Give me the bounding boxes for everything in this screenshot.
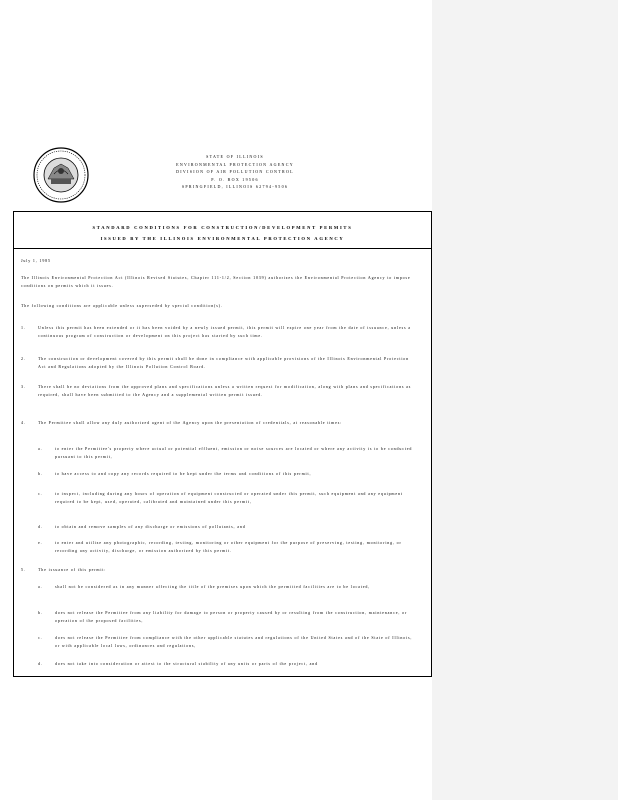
item-number: 3. [21,384,26,389]
sub-item-letter: c. [38,491,43,496]
sub-item-text: to obtain and remove samples of any discharge or emissions of pollutants, and [55,524,246,529]
item-text: Unless this permit has been extended or it has been voided by a newly issued permit, this permit will expire one year from the date of issuance, unless a continuous program of construction or development on this project has started by such time. [38,325,411,338]
header-line: SPRINGFIELD, ILLINOIS 62794-9506 [181,184,289,190]
sub-item-letter: d. [38,524,43,529]
header-line: DIVISION OF AIR POLLUTION CONTROL [176,169,294,175]
sub-item-text: to enter and utilize any photographic, recording, testing, monitoring or other equipment for the purpose of preserving, testing, monitoring, or recording any activity, discharge, or emission authorized by this permit. [55,540,402,553]
sub-item-text: does not release the Permittee from any liability for damage to person or property caused by or resulting from the construction, maintenance, or operation of the proposed facilities, [55,610,408,623]
sub-item-letter: b. [38,610,43,615]
item-text: The issuance of this permit: [38,567,107,572]
sub-item-letter: e. [38,540,43,545]
sub-item-text: does not release the Permittee from compliance with the other applicable statutes and regulations of the United States and of the State of Illinois, or with applicable local laws, ordinances and regulations, [55,635,413,648]
title-divider [14,248,431,249]
header-line: ENVIRONMENTAL PROTECTION AGENCY [176,161,294,167]
intro-paragraph: The Illinois Environmental Protection Act (Illinois Revised Statutes, Chapter 111-1/2, Section 1039) authorizes the Environmental Protection Agency to impose conditions on permits which it issues. [21,275,411,288]
item-text: The Permittee shall allow any duly authorized agent of the Agency upon the presentation of credentials, at reasonable times: [38,420,343,425]
item-text: The construction or development covered by this permit shall be done in compliance with applicable provisions of the Illinois Environmental Protection Act and Regulations adopted by the Illinois Pollution Control Board. [38,356,409,369]
document-title [14,222,431,244]
header-line: P. O. BOX 19506 [211,176,259,182]
illinois-seal-icon [32,146,90,204]
sub-item-text: to inspect, including during any hours of operation of equipment constructed or operated under this permit, such equipment and any equipment required to be kept, used, operated, calibrated and maintained under this permit, [55,491,403,504]
intro-paragraph-2: The following conditions are applicable unless superseded by special condition(s). [21,303,223,308]
sub-item-text: to have access to and copy any records required to be kept under the terms and conditions of this permit, [55,471,312,476]
sub-item-letter: c. [38,635,43,640]
conditions-box [13,211,432,677]
title-line-2: ISSUED BY THE ILLINOIS ENVIRONMENTAL PROTECTION AGENCY [100,236,345,241]
title-line-1: STANDARD CONDITIONS FOR CONSTRUCTION/DEVELOPMENT PERMITS [92,225,353,230]
item-number: 1. [21,325,26,330]
document-date: July 1, 1985 [21,258,51,263]
item-number: 2. [21,356,26,361]
item-number: 5. [21,567,26,572]
comment-sidebar [432,0,618,800]
item-text: There shall be no deviations from the approved plans and specifications unless a written request for modification, along with plans and specifications as required, shall have been submitted to the Agency and a supplemental written permit issued. [38,384,412,397]
sub-item-text: does not take into consideration or attest to the structural stability of any units or parts of the project, and [55,661,318,666]
agency-header [155,153,315,191]
header-line: STATE OF ILLINOIS [206,154,264,159]
sub-item-letter: a. [38,446,43,451]
sub-item-letter: a. [38,584,43,589]
sub-item-text: shall not be considered as in any manner affecting the title of the premises upon which the permitted facilities are to be located, [55,584,371,589]
item-number: 4. [21,420,26,425]
sub-item-letter: b. [38,471,43,476]
sub-item-letter: d. [38,661,43,666]
sub-item-text: to enter the Permittee's property where actual or potential effluent, emission or noise sources are located or where any activity is to be conducted pursuant to this permit, [55,446,413,459]
